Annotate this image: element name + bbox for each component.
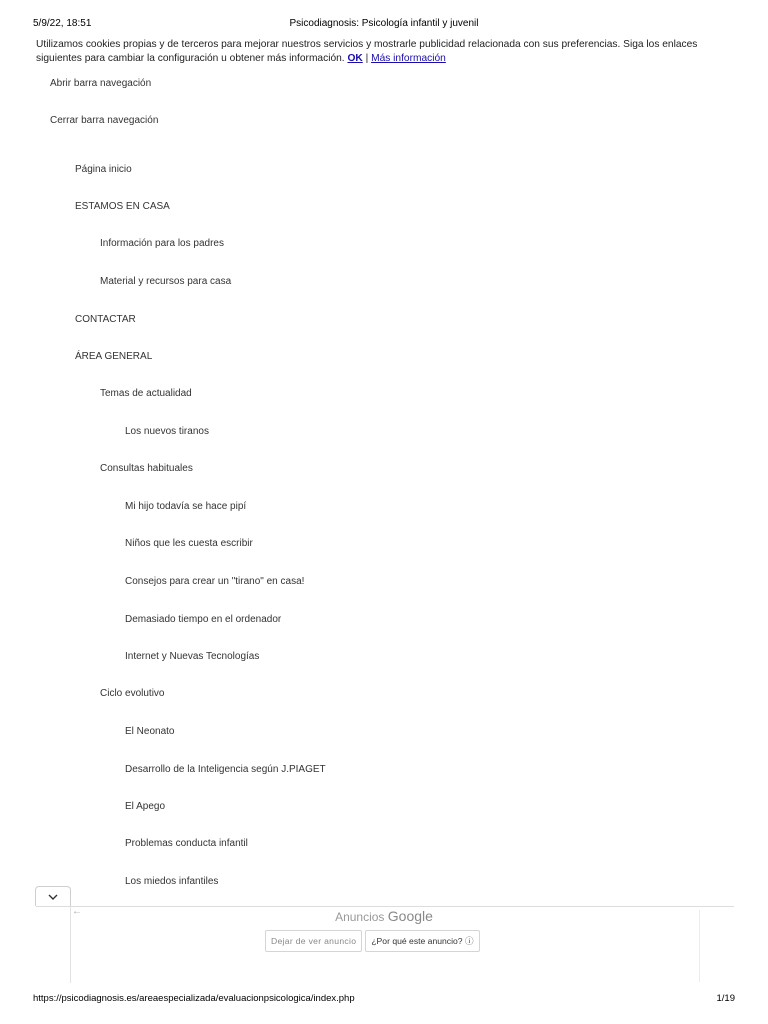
- cookie-notice: [36, 38, 736, 66]
- nav-item-internet-tecnologias[interactable]: Internet y Nuevas Tecnologías: [125, 651, 260, 662]
- ads-by-google-label: [0, 908, 768, 924]
- ad-divider: [36, 906, 734, 907]
- nav-item-problemas-conducta[interactable]: Problemas conducta infantil: [125, 838, 248, 849]
- ads-label-prefix: Anuncios: [335, 910, 385, 924]
- nav-item-nuevos-tiranos[interactable]: Los nuevos tiranos: [125, 426, 209, 437]
- print-footer: [33, 993, 735, 1007]
- cookie-notice-text: Utilizamos cookies propias y de terceros para mejorar nuestros servicios y mostrarle publicidad relacionada con sus preferencias. Siga los enlaces siguientes para cambiar la configuración u obtener más información.: [36, 39, 698, 64]
- nav-item-cuesta-escribir[interactable]: Niños que les cuesta escribir: [125, 538, 253, 549]
- nav-item-inteligencia-piaget[interactable]: Desarrollo de la Inteligencia según J.PIAGET: [125, 764, 326, 775]
- nav-item-apego[interactable]: El Apego: [125, 801, 166, 812]
- print-page-number: 1/19: [716, 993, 735, 1004]
- print-page-title: Psicodiagnosis: Psicología infantil y juvenil: [289, 18, 479, 29]
- ad-back-arrow-icon[interactable]: ←: [72, 906, 82, 917]
- cookie-more-info-link[interactable]: Más información: [371, 53, 446, 64]
- nav-item-material-recursos[interactable]: Material y recursos para casa: [100, 276, 232, 287]
- chevron-down-icon: [48, 894, 58, 900]
- why-this-ad-button[interactable]: ¿Por qué este anuncio? ⓘ: [365, 930, 479, 952]
- print-datetime: 5/9/22, 18:51: [33, 18, 92, 29]
- cookie-ok-link[interactable]: OK: [347, 53, 363, 64]
- nav-item-informacion-padres[interactable]: Información para los padres: [100, 238, 224, 249]
- nav-item-miedos-infantiles[interactable]: Los miedos infantiles: [125, 876, 219, 887]
- print-header: [33, 18, 735, 32]
- google-logo: Google: [387, 908, 433, 924]
- nav-item-ciclo-evolutivo[interactable]: Ciclo evolutivo: [100, 688, 165, 699]
- print-url: https://psicodiagnosis.es/areaespecializada/evaluacionpsicologica/index.php: [33, 993, 355, 1004]
- ad-collapse-toggle[interactable]: [35, 886, 71, 906]
- stop-seeing-ad-button[interactable]: Dejar de ver anuncio: [265, 930, 362, 952]
- ad-feedback-buttons: [265, 930, 480, 952]
- nav-item-consultas-habituales[interactable]: Consultas habituales: [100, 463, 193, 474]
- nav-item-contactar[interactable]: CONTACTAR: [75, 314, 136, 325]
- nav-item-area-general[interactable]: ÁREA GENERAL: [75, 351, 153, 362]
- nav-item-estamos-en-casa[interactable]: ESTAMOS EN CASA: [75, 201, 170, 212]
- cookie-separator: |: [365, 53, 369, 64]
- nav-item-consejos-tirano[interactable]: Consejos para crear un "tirano" en casa!: [125, 576, 305, 587]
- close-nav-link[interactable]: Cerrar barra navegación: [50, 115, 159, 126]
- nav-item-temas-actualidad[interactable]: Temas de actualidad: [100, 388, 192, 399]
- nav-item-neonato[interactable]: El Neonato: [125, 726, 175, 737]
- nav-item-pagina-inicio[interactable]: Página inicio: [75, 164, 132, 175]
- nav-item-hace-pipi[interactable]: Mi hijo todavía se hace pipí: [125, 501, 247, 512]
- open-nav-link[interactable]: Abrir barra navegación: [50, 78, 152, 89]
- nav-item-tiempo-ordenador[interactable]: Demasiado tiempo en el ordenador: [125, 614, 282, 625]
